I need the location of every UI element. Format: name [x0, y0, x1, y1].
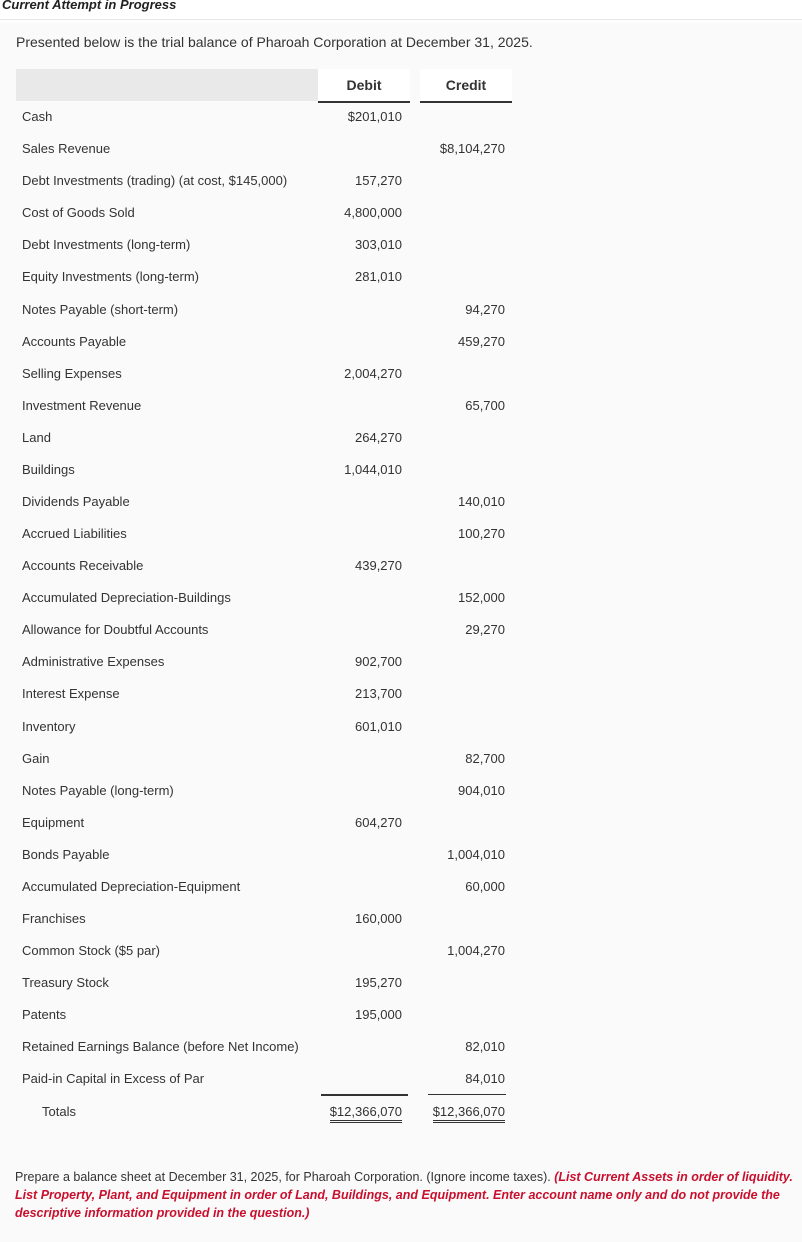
account-name: Sales Revenue [22, 141, 111, 157]
account-name: Cost of Goods Sold [22, 205, 135, 221]
account-name: Patents [22, 1007, 67, 1023]
credit-amount: 94,270 [465, 301, 505, 317]
account-name: Treasury Stock [22, 975, 109, 991]
trial-balance-row [16, 582, 512, 614]
account-name: Inventory [22, 718, 76, 734]
debit-amount: 604,270 [355, 814, 402, 830]
account-name: Gain [22, 750, 50, 766]
trial-balance-row [16, 550, 512, 582]
totals-row [16, 1096, 512, 1128]
debit-amount: 303,010 [355, 237, 402, 253]
trial-balance-row [16, 711, 512, 743]
credit-amount: 904,010 [458, 782, 505, 798]
trial-balance-row [16, 1063, 512, 1095]
trial-balance-row [16, 197, 512, 229]
trial-balance-row [16, 614, 512, 646]
credit-amount: 459,270 [458, 333, 505, 349]
account-name: Administrative Expenses [22, 654, 165, 670]
account-name: Accumulated Depreciation-Equipment [22, 878, 241, 894]
problem-intro: Presented below is the trial balance of Pharoah Corporation at December 31, 2025. [16, 34, 533, 50]
trial-balance-row [16, 807, 512, 839]
trial-balance-row [16, 935, 512, 967]
account-name: Cash [22, 109, 53, 124]
trial-balance-row [16, 133, 512, 165]
debit-amount: 157,270 [355, 173, 402, 189]
trial-balance-row [16, 678, 512, 710]
account-name: Selling Expenses [22, 365, 122, 381]
trial-balance-row [16, 743, 512, 775]
credit-amount: 29,270 [465, 622, 505, 638]
account-name: Dividends Payable [22, 494, 130, 509]
debit-total: $12,366,070 [318, 1096, 402, 1128]
account-name: Franchises [22, 911, 86, 926]
debit-amount: 1,044,010 [344, 461, 402, 477]
account-name: Accounts Receivable [22, 558, 144, 574]
trial-balance-row [16, 486, 512, 518]
account-name: Bonds Payable [22, 846, 110, 862]
trial-balance-row [16, 999, 512, 1031]
debit-amount: 902,700 [355, 654, 402, 670]
trial-balance-header-band [16, 69, 318, 101]
debit-amount: 601,010 [355, 718, 402, 734]
account-name: Equity Investments (long-term) [22, 269, 200, 285]
account-name: Notes Payable (long-term) [22, 782, 174, 798]
credit-amount: 1,004,010 [447, 846, 505, 862]
debit-amount: $201,010 [347, 109, 402, 124]
credit-amount: $8,104,270 [439, 141, 505, 157]
account-name: Buildings [22, 461, 75, 477]
trial-balance-row [16, 518, 512, 550]
debit-column-header: Debit [318, 69, 410, 103]
instructions-plain: Prepare a balance sheet at December 31, 2025, for Pharoah Corporation. (Ignore income taxes). [15, 1170, 555, 1184]
account-name: Debt Investments (long-term) [22, 237, 191, 253]
trial-balance-row [16, 358, 512, 390]
account-name: Interest Expense [22, 686, 120, 702]
trial-balance-row [16, 229, 512, 261]
account-name: Notes Payable (short-term) [22, 301, 179, 317]
account-name: Accumulated Depreciation-Buildings [22, 590, 231, 606]
attempt-header [0, 0, 802, 20]
credit-amount: 152,000 [458, 590, 505, 606]
account-name: Equipment [22, 814, 85, 830]
credit-column-header: Credit [420, 69, 512, 103]
trial-balance-row [16, 261, 512, 293]
instructions-emphasis: (List Current Assets in order of liquidity. List Property, Plant, and Equipment in order of Land, Buildings, and Equipment. Enter account name only and do not provide the descriptive information provided in the question.) [15, 1170, 793, 1220]
credit-amount: 1,004,270 [447, 943, 505, 959]
debit-amount: 2,004,270 [344, 365, 402, 381]
account-name: Paid-in Capital in Excess of Par [22, 1071, 205, 1087]
debit-amount: 195,270 [355, 975, 402, 991]
trial-balance-row [16, 967, 512, 999]
credit-amount: 65,700 [465, 397, 505, 413]
trial-balance-row [16, 422, 512, 454]
credit-amount: 82,700 [465, 750, 505, 766]
trial-balance-row [16, 326, 512, 358]
trial-balance-row [16, 871, 512, 903]
trial-balance-row [16, 646, 512, 678]
account-name: Investment Revenue [22, 397, 142, 413]
trial-balance-row [16, 165, 512, 197]
account-name: Retained Earnings Balance (before Net Income) [22, 1039, 299, 1055]
account-name: Common Stock ($5 par) [22, 943, 160, 959]
debit-amount: 439,270 [355, 558, 402, 574]
credit-amount: 60,000 [465, 878, 505, 894]
debit-amount: 4,800,000 [344, 205, 402, 221]
credit-amount: 84,010 [465, 1071, 505, 1087]
trial-balance-row [16, 775, 512, 807]
debit-amount: 213,700 [355, 686, 402, 702]
trial-balance-row [16, 454, 512, 486]
attempt-status-title: Current Attempt in Progress [2, 0, 177, 12]
account-name: Allowance for Doubtful Accounts [22, 622, 209, 638]
account-name: Land [22, 429, 51, 445]
credit-amount: 140,010 [458, 494, 505, 509]
totals-label: Totals [42, 1104, 76, 1119]
credit-total-rule [428, 1094, 506, 1095]
credit-amount: 82,010 [465, 1039, 505, 1055]
trial-balance-row [16, 294, 512, 326]
debit-amount: 264,270 [355, 429, 402, 445]
trial-balance-row [16, 101, 512, 133]
account-name: Accounts Payable [22, 333, 127, 349]
trial-balance-row [16, 903, 512, 935]
debit-amount: 160,000 [355, 911, 402, 926]
instructions [15, 1168, 795, 1222]
trial-balance-row [16, 839, 512, 871]
trial-balance-row [16, 390, 512, 422]
credit-total: $12,366,070 [420, 1096, 505, 1128]
account-name: Accrued Liabilities [22, 526, 127, 541]
trial-balance-row [16, 1031, 512, 1063]
debit-amount: 281,010 [355, 269, 402, 285]
account-name: Debt Investments (trading) (at cost, $145,000) [22, 173, 288, 189]
debit-amount: 195,000 [355, 1007, 402, 1023]
credit-amount: 100,270 [458, 526, 505, 541]
